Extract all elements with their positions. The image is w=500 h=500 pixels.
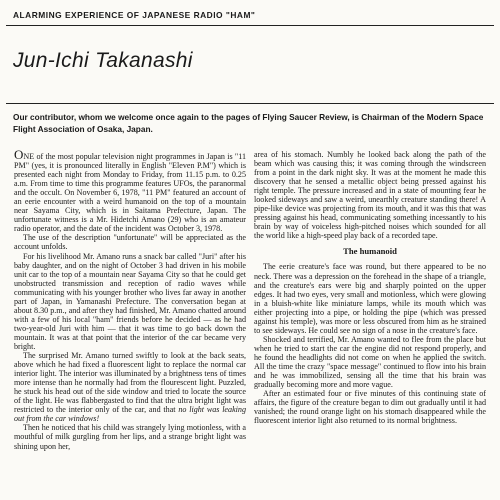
article-paragraph: Shocked and terrified, Mr. Amano wanted to flee from the place but when he tried to start the car the engine did not respond properly, and he found the headlights did not come on when he applied the switch. All the time the crazy "space message" continued to flow into his brain and he was immobilized, sensing all the time that his brain was gradually becoming more and more vague. xyxy=(254,334,486,390)
editor-intro: Our contributor, whom we welcome once again to the pages of Flying Saucer Review, is Chairman of the Modern Space Flight Association of Osaka, Japan. xyxy=(13,112,484,134)
article-paragraph: The eerie creature's face was round, but there appeared to be no neck. There was a depression on the forehead in the shape of a triangle, and the creature's ears were big and sharply pointed on the upper edges. It had two eyes, very small and motionless, which were glowing in a bluish-white like miniature lamps, while its mouth which was either projecting into a pipe, or holding the pipe (which was pressed against his temple), was more or less obscured from him as he strained to see sideways. He could see no sign of a nose in the creature's face. xyxy=(254,262,486,335)
article-column-right xyxy=(254,150,486,500)
paragraph-text: The surprised Mr. Amano turned swiftly to look at the back seats, above which he had fixed a fluorescent light to replace the normal car interior light. The interior was illuminated by a brightness tens of times more intense than he normally had from the flourescent light. Puzzled, he stuck his head out of the side window and tried to locate the source of the light. He was flabbergasted to find that the ultra bright light was restricted to the interior only of the car, and that xyxy=(14,351,246,415)
author-byline: Jun-Ichi Takanashi xyxy=(13,49,193,72)
header-rule-top xyxy=(6,25,494,26)
article-column-left xyxy=(14,150,246,500)
article-paragraph: area of his stomach. Numbly he looked back along the path of the beam which was causing this; it was coming through the windscreen from a point in the dark night sky. It was at the moment he made this discovery that he sensed a metallic object being pressed against his right temple. The pressure increased and in a state of mounting fear he looked sideways and saw a weird, unearthly creature standing there! A pipe-like device was projecting from its mouth, and it was this that was pressing against his head, communicating something incessantly to his brain by way of voiceless high-pitched noises which sounded for all the world like a high-speed play back of a recorded tape. xyxy=(254,150,486,241)
article-paragraph xyxy=(14,150,246,233)
section-subheading: The humanoid xyxy=(343,246,397,257)
article-paragraph xyxy=(14,351,246,423)
section-kicker: ALARMING EXPERIENCE OF JAPANESE RADIO "HAM" xyxy=(13,10,256,20)
article-paragraph: Then he noticed that his child was strangely lying motionless, with a mouthful of milk gurgling from her lips, and a strange bright light was shining upon her, xyxy=(14,423,246,451)
drop-cap: O xyxy=(14,150,24,162)
emphasis-text: no light was leaking out from the car windows! xyxy=(14,405,246,424)
article-paragraph: For his livelihood Mr. Amano runs a snack bar called "Juri" after his baby daughter, and on the night of October 3 had driven in his mobile unit car to the top of a mountain near Sayama City so that he could get unobstructed transmission and reception of radio waves while communicating with his younger brother who lives far away in another part of Japan, in Yamanashi Prefecture. The conversation began at about 8.30 p.m., and after they had finished, Mr. Amano chatted around with a few of his local "ham" friends before he decided — as he had two-year-old Juri with him — that it was time to go back down the mountain. It was at that point that the interior of the car became very bright. xyxy=(14,251,246,351)
header-rule-bottom xyxy=(6,103,494,104)
paragraph-text: NE of the most popular television night programmes in Japan is "11 PM" (yes, it is pronounced literally in English "Eleven P.M") which is presented each night from Monday to Friday, from 11.15 p.m. to 0.25 a.m. From time to time this programme features UFOs, the paranormal and the occult. On November 6, 1978, "11 PM" featured an account of an eerie encounter with a weird humanoid on the top of a mountain near Sayama City, which is in Saitama Prefecture, Japan. The unfortunate witness is a Mr. Hidetchi Amano (29) who is an amateur radio operator, and the date of the incident was October 3, 1978. xyxy=(14,152,246,234)
article-paragraph: After an estimated four or five minutes of this continuing state of affairs, the figure of the creature began to dim out gradually until it had vanished; the round orange light on his stomach disappeared while the fluorescent interior light also returned to its normal brightness. xyxy=(254,389,486,426)
article-paragraph: The use of the description "unfortunate" will be appreciated as the account unfolds. xyxy=(14,233,246,252)
